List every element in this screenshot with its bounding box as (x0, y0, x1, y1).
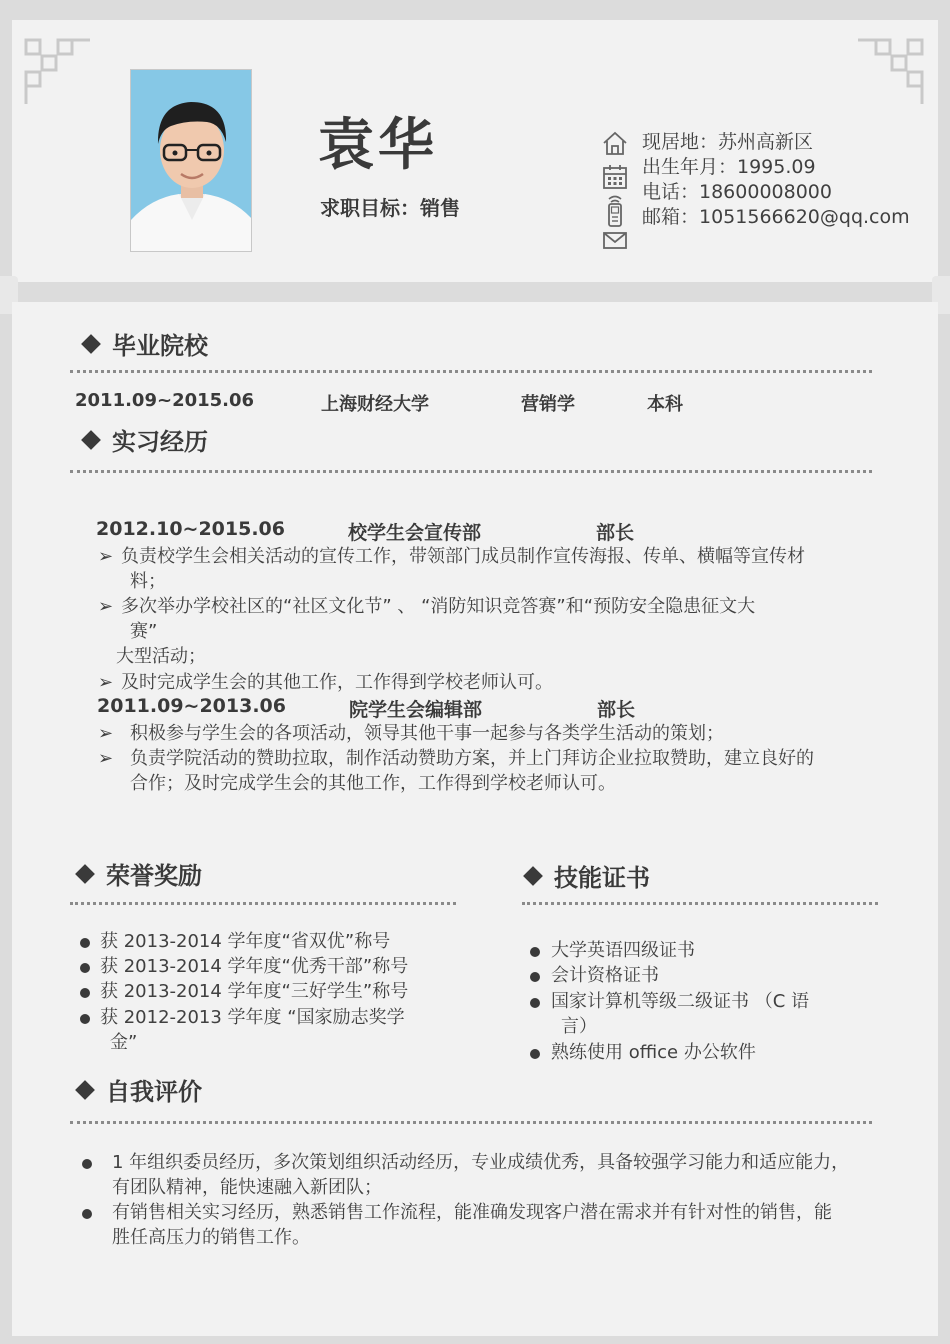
job-period: 2012.10~2015.06 (96, 518, 285, 540)
list-item: 获 2013-2014 学年度“省双优”称号 (80, 929, 460, 954)
dotted-divider (70, 1121, 872, 1124)
dotted-divider (70, 370, 872, 373)
dotted-divider (522, 902, 878, 905)
corner-ornament-icon (856, 36, 926, 106)
list-item: 获 2013-2014 学年度“三好学生”称号 (80, 979, 460, 1004)
dot-bullet-icon (530, 1049, 540, 1059)
arrow-bullet-icon: ➢ (98, 672, 114, 693)
dot-bullet-icon (530, 998, 540, 1008)
mail-icon (601, 230, 629, 252)
education-major: 营销学 (521, 394, 575, 415)
contact-icons (601, 130, 633, 252)
phone-text: 电话：18600008000 (642, 181, 832, 203)
calendar-icon (601, 162, 629, 192)
arrow-bullet-icon: ➢ (98, 723, 114, 744)
diamond-bullet-icon (81, 430, 101, 450)
dot-bullet-icon (82, 1209, 92, 1219)
phone-icon (601, 192, 629, 228)
list-item: ➢ 负责学院活动的赞助拉取，制作活动赞助方案，并上门拜访企业拉取赞助，建立良好的 合作；及时完成学生会的其他工作，工作得到学校老师认可。 (98, 748, 814, 794)
dot-bullet-icon (82, 1159, 92, 1169)
list-item: ➢ 负责校学生会相关活动的宣传工作，带领部门成员制作宣传海报、传单、横幅等宣传材 料； (98, 546, 805, 592)
job-org: 校学生会宣传部 (348, 522, 482, 544)
education-degree: 本科 (647, 394, 683, 415)
list-item: ➢ 及时完成学生会的其他工作，工作得到学校老师认可。 (98, 672, 553, 693)
dot-bullet-icon (530, 972, 540, 982)
section-title-skills (526, 858, 650, 893)
avatar-icon (131, 70, 252, 252)
list-item: 有销售相关实习经历，熟悉销售工作流程，能准确发现客户潜在需求并有针对性的销售，能 胜任高压力的销售工作。 (82, 1200, 892, 1250)
list-item: 熟练使用 office 办公软件 (530, 1040, 890, 1065)
birth-text: 出生年月：1995.09 (642, 156, 816, 178)
dot-bullet-icon (80, 1014, 90, 1024)
arrow-bullet-icon: ➢ (98, 546, 114, 567)
education-school: 上海财经大学 (321, 394, 429, 415)
list-item: 获 2012-2013 学年度 “国家励志奖学 金” (80, 1005, 460, 1055)
candidate-name: 袁华 (318, 113, 438, 178)
section-title-internship (84, 422, 208, 457)
job-role: 部长 (596, 522, 635, 544)
diamond-bullet-icon (75, 864, 95, 884)
section-label: 自我评价 (106, 1078, 202, 1106)
job-org: 院学生会编辑部 (349, 699, 483, 721)
section-title-education (84, 326, 208, 361)
diamond-bullet-icon (523, 866, 543, 886)
arrow-bullet-icon: ➢ (98, 596, 114, 617)
dot-bullet-icon (80, 988, 90, 998)
job-role: 部长 (597, 699, 636, 721)
list-item: 获 2013-2014 学年度“优秀干部”称号 (80, 954, 460, 979)
section-label: 毕业院校 (112, 332, 208, 360)
corner-ornament-icon (22, 36, 92, 106)
section-title-self-eval (78, 1072, 202, 1107)
dot-bullet-icon (80, 963, 90, 973)
arrow-bullet-icon: ➢ (98, 748, 114, 769)
job-objective: 求职目标：销售 (320, 196, 460, 220)
list-item: 会计资格证书 (530, 963, 890, 988)
dot-bullet-icon (80, 938, 90, 948)
section-label: 技能证书 (554, 864, 650, 892)
list-item: 大学英语四级证书 (530, 938, 890, 963)
job-header (96, 518, 796, 542)
list-item: ➢ 多次举办学校社区的“社区文化节” 、 “消防知识竞答赛”和“预防安全隐患征文大 赛” 大型活动； (98, 596, 756, 667)
list-item: 国家计算机等级二级证书 （C 语 言） (530, 989, 890, 1039)
home-icon (601, 130, 629, 156)
list-item: ➢ 积极参与学生会的各项活动，领导其他干事一起参与各类学生活动的策划； (98, 723, 724, 744)
section-title-honors (78, 856, 202, 891)
education-row (75, 390, 775, 414)
diamond-bullet-icon (75, 1080, 95, 1100)
education-period: 2011.09~2015.06 (75, 390, 255, 411)
email-text: 邮箱：1051566620@qq.com (642, 206, 910, 228)
job-header (97, 695, 797, 719)
list-item: 1 年组织委员经历，多次策划组织活动经历，专业成绩优秀，具备较强学习能力和适应能力， 有团队精神，能快速融入新团队； (82, 1150, 892, 1200)
job-period: 2011.09~2013.06 (97, 695, 286, 717)
dotted-divider (70, 902, 456, 905)
dotted-divider (70, 470, 872, 473)
location-text: 现居地：苏州高新区 (642, 131, 814, 153)
contact-info (642, 130, 910, 230)
dot-bullet-icon (530, 947, 540, 957)
divider-band (0, 282, 950, 302)
profile-photo (130, 69, 252, 252)
section-label: 实习经历 (112, 428, 208, 456)
diamond-bullet-icon (81, 334, 101, 354)
section-label: 荣誉奖励 (106, 862, 202, 890)
